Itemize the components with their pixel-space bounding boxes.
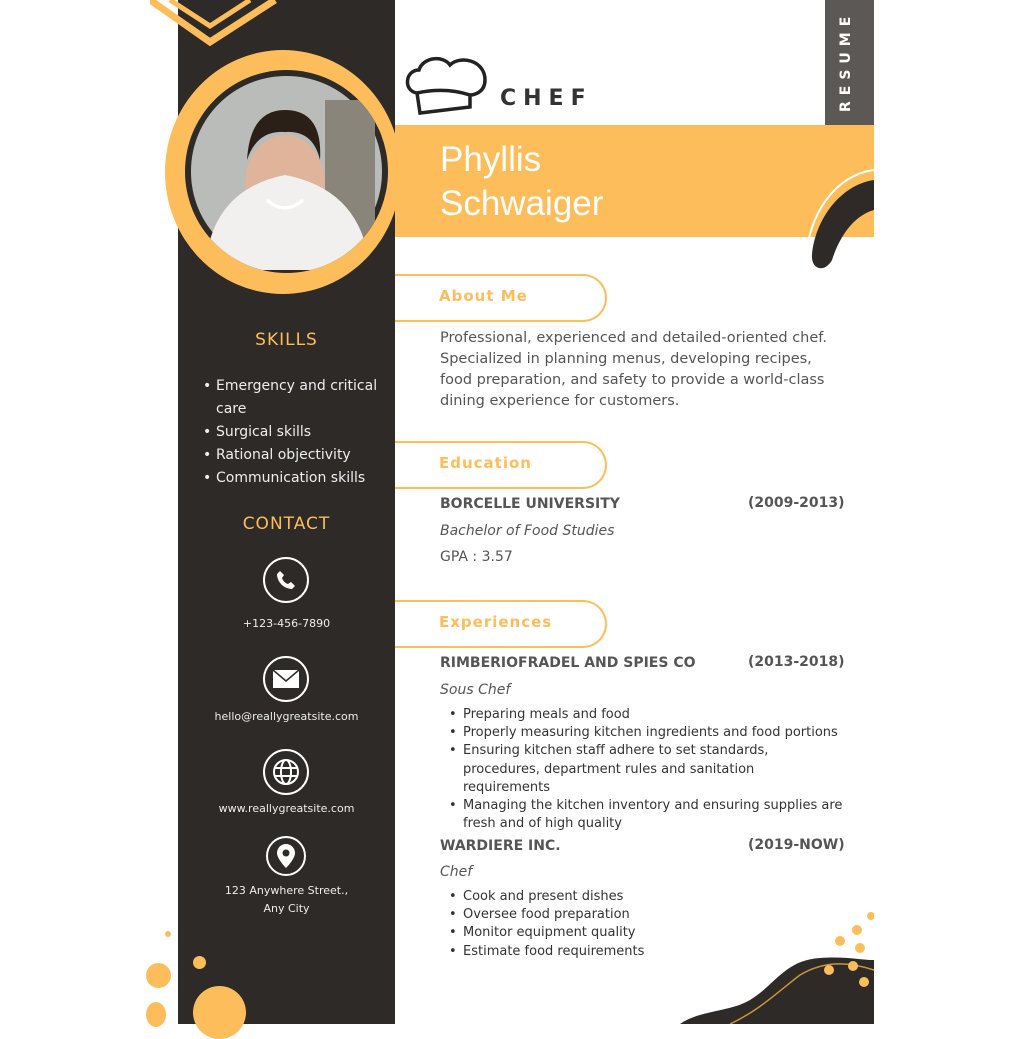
swoosh-decoration <box>800 165 874 277</box>
duty-item: • Estimate food requirements <box>449 943 849 961</box>
duties-list <box>449 706 844 833</box>
skills-heading: SKILLS <box>255 330 318 350</box>
degree: Bachelor of Food Studies <box>440 523 615 539</box>
job-dates: (2019-NOW) <box>748 837 845 853</box>
skill-item: • Rational objectivity <box>203 444 393 467</box>
duty-item: • Cook and present dishes <box>449 888 849 906</box>
first-name: Phyllis <box>440 140 542 179</box>
address-line-2: Any City <box>263 902 310 915</box>
role-title: CHEF <box>500 86 593 111</box>
job-role: Chef <box>440 864 473 880</box>
duty-item: • Ensuring kitchen staff adhere to set standards, procedures, department rules and sanitation requirements <box>449 742 844 797</box>
skill-item: • Communication skills <box>203 467 393 490</box>
contact-heading: CONTACT <box>242 514 331 534</box>
gpa: GPA : 3.57 <box>440 549 513 565</box>
email-text[interactable]: hello@reallygreatsite.com <box>214 710 359 723</box>
skill-item: • Emergency and critical care <box>203 375 393 421</box>
about-text: Professional, experienced and detailed-oriented chef. Specialized in planning menus, developing recipes, food preparation, and safety to provide a world-class dining experience for customers. <box>440 330 827 409</box>
education-dates: (2009-2013) <box>748 495 845 511</box>
wave-decoration <box>680 900 874 1024</box>
duty-item: • Preparing meals and food <box>449 706 844 724</box>
resume-label: RESUME <box>838 10 854 112</box>
website-text[interactable]: www.reallygreatsite.com <box>218 802 355 815</box>
duty-item: • Monitor equipment quality <box>449 924 849 942</box>
decor-dot <box>165 931 171 937</box>
chevron-decoration <box>150 0 280 50</box>
phone-icon <box>263 557 309 603</box>
school-name: BORCELLE UNIVERSITY <box>440 496 620 512</box>
company-name: WARDIERE INC. <box>440 838 561 854</box>
profile-photo <box>185 70 388 273</box>
about-heading <box>395 274 607 322</box>
experiences-heading-text: Experiences <box>439 613 553 631</box>
decor-dot <box>193 956 206 969</box>
job-dates: (2013-2018) <box>748 654 845 670</box>
duty-item: • Properly measuring kitchen ingredients and food portions <box>449 724 844 742</box>
decor-dot <box>193 986 246 1039</box>
about-heading-text: About Me <box>439 287 528 305</box>
phone-text[interactable]: +123-456-7890 <box>242 617 331 630</box>
skills-list <box>203 375 393 490</box>
address-line-1: 123 Anywhere Street., <box>224 884 349 897</box>
email-icon <box>263 656 309 702</box>
experiences-heading <box>395 600 607 648</box>
decor-dot <box>146 963 171 988</box>
education-heading-text: Education <box>439 454 532 472</box>
globe-icon <box>263 749 309 795</box>
last-name: Schwaiger <box>440 184 604 223</box>
name <box>440 138 603 226</box>
location-pin-icon <box>266 836 306 876</box>
company-name: RIMBERIOFRADEL AND SPIES CO <box>440 655 696 671</box>
education-heading <box>395 441 607 489</box>
duty-item: • Oversee food preparation <box>449 906 849 924</box>
chef-hat-icon <box>405 55 491 117</box>
skill-item: • Surgical skills <box>203 421 393 444</box>
decor-dot <box>146 1002 166 1027</box>
job-role: Sous Chef <box>440 682 511 698</box>
duty-item: • Managing the kitchen inventory and ensuring supplies are fresh and of high quality <box>449 797 844 833</box>
